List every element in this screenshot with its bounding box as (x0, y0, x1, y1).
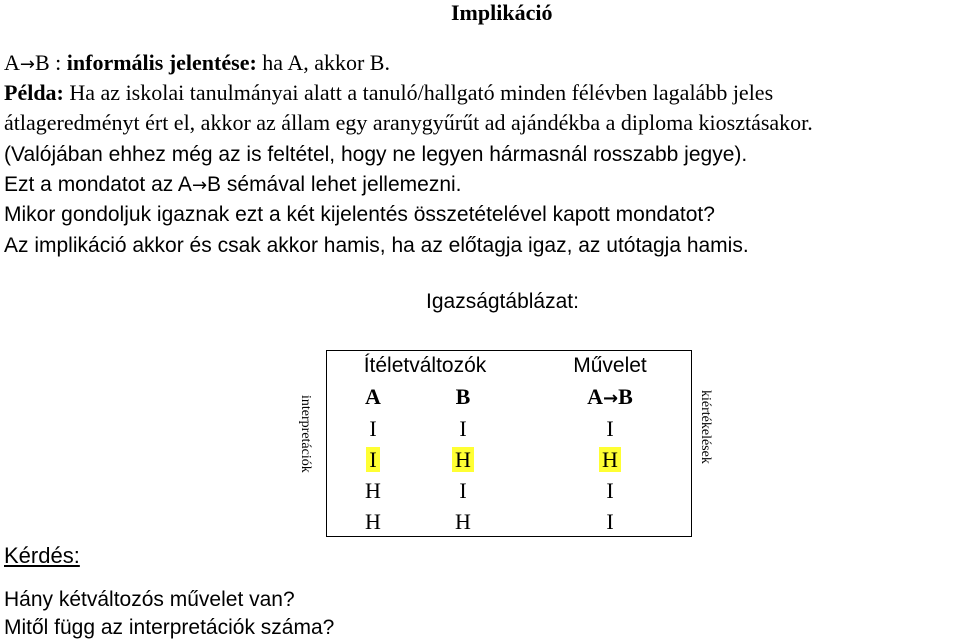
column-op-b: B (618, 384, 633, 409)
intro-line-6: Mikor gondoljuk igaznak ezt a két kijelentés összetételével kapott mondatot? (4, 203, 715, 226)
intro-line-3: átlageredményt ért el, akkor az állam egy aranygyűrűt ad ajándékba a diploma kiosztásakor. (4, 110, 813, 135)
intro-line-4: (Valójában ehhez még az is feltétel, hogy ne legyen hármasnál rosszabb jegye). (4, 143, 748, 166)
page-title: Implikáció (451, 0, 553, 25)
column-a-header: A (365, 384, 381, 409)
column-b-header: B (455, 384, 471, 409)
table-cell: H (365, 509, 381, 534)
implication-arrow-icon: → (19, 54, 35, 75)
implication-arrow-icon: → (191, 175, 208, 196)
table-cell-highlighted (443, 445, 483, 475)
highlight: H (599, 447, 621, 472)
question-2: Mitől függ az interpretációk száma? (4, 616, 335, 639)
intro-line-1 (4, 48, 390, 80)
example-text: Ha az iskolai tanulmányai alatt a tanuló/hallgató minden félévben lagalább jeles (63, 80, 774, 105)
table-cell: I (459, 416, 467, 441)
truth-table-caption: Igazságtáblázat: (426, 290, 579, 313)
highlight: H (452, 447, 474, 472)
table-cell: I (606, 509, 614, 534)
implication-arrow-icon: → (603, 388, 619, 409)
table-cell: H (365, 478, 381, 503)
example-label: Példa: (4, 80, 64, 105)
header-operation: Művelet (573, 354, 647, 377)
table-cell: I (606, 416, 614, 441)
column-op-a: A (587, 384, 604, 409)
intro-line-5 (4, 170, 462, 201)
table-cell: I (369, 416, 377, 441)
header-variables: Ítéletváltozók (363, 354, 487, 377)
evaluations-label: kiértékelések (698, 390, 713, 464)
intro-line-1-rest: ha A, akkor B. (256, 50, 390, 75)
table-cell-highlighted (353, 445, 393, 475)
question-1: Hány kétváltozós művelet van? (4, 588, 295, 611)
intro-line-5-b: B sémával lehet jellemezni. (207, 173, 462, 196)
question-heading: Kérdés: (4, 543, 80, 568)
table-cell: I (459, 478, 467, 503)
intro-line-1-bold: informális jelentése: (66, 50, 257, 75)
interpretations-label: interpretációk (298, 395, 313, 473)
intro-line-7: Az implikáció akkor és csak akkor hamis, ha az előtagja igaz, az utótagja hamis. (4, 234, 749, 257)
table-cell-highlighted (545, 445, 675, 475)
intro-line-5-a: Ezt a mondatot az A (4, 173, 192, 196)
table-cell: I (606, 478, 614, 503)
intro-line-1-a: A (4, 50, 20, 75)
highlight: I (366, 447, 379, 472)
truth-table (326, 350, 692, 537)
table-cell: H (455, 509, 471, 534)
intro-line-1-b: B : (34, 50, 67, 75)
column-op-header (545, 382, 675, 414)
intro-line-2 (4, 78, 773, 108)
